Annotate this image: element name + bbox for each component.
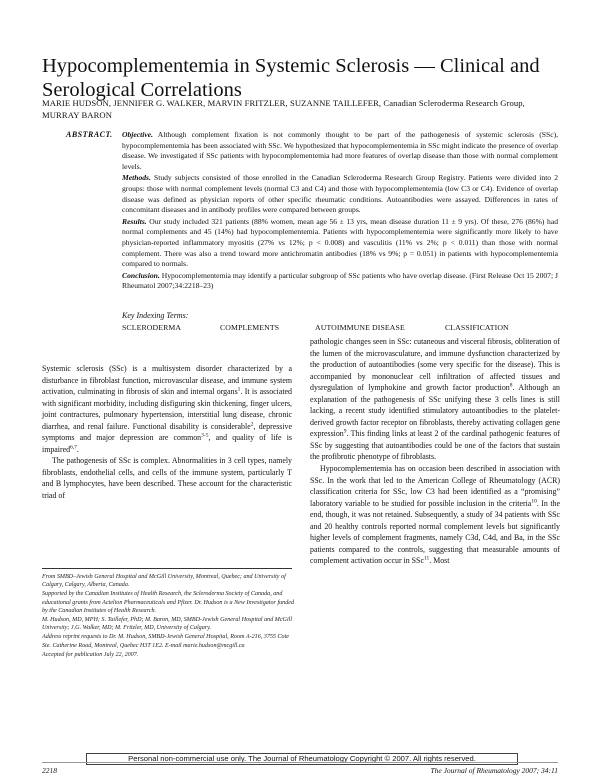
keyword-term: AUTOIMMUNE DISEASE (315, 323, 405, 332)
abstract-body (122, 130, 558, 293)
footnote-accepted: Accepted for publication July 22, 2007. (42, 651, 139, 658)
footnotes (42, 573, 297, 660)
keyword-term: COMPLEMENTS (220, 323, 280, 332)
body-column-left (42, 363, 292, 502)
journal-citation: The Journal of Rheumatology 2007; 34:11 (430, 766, 558, 775)
abstract-conclusion: Conclusion. Hypocomplementemia may identify a particular subgroup of SSc patients who have overlap disease. (First Release Oct 15 2007; J Rheumatol 2007;34:2218–23) (122, 270, 558, 291)
copyright-notice: Personal non-commercial use only. The Journal of Rheumatology Copyright © 2007. All rights reserved. (86, 753, 518, 765)
footnote-reprints: Address reprint requests to Dr. M. Hudson, SMBD-Jewish General Hospital, Room A-216, 3755 Cote Ste. Catherine Road, Montreal, Quebec H3T 1E2. E-mail marie.hudson@mcgill.ca (42, 634, 290, 649)
footnote-divider (42, 568, 292, 569)
footer-divider (42, 762, 558, 763)
footnote-affiliation: From SMBD–Jewish General Hospital and McGill University, Montreal, Quebec; and University of Calgary, Calgary, Alberta, Canada. (42, 574, 286, 589)
author-list: MARIE HUDSON, JENNIFER G. WALKER, MARVIN FRITZLER, SUZANNE TAILLEFER, Canadian Scleroderma Research Group, MURRAY BARON (42, 98, 525, 120)
abstract-results: Results. Our study included 321 patients (88% women, mean age 56 ± 13 yrs, mean disease duration 11 ± 9 yrs). Of these, 276 (86%) had normal complements and 45 (14%) had hypocomplementemia. Patients with hypocomplementemia were significantly more likely to have physician-reported inflammatory myositis (27% vs 12%; p < 0.008) and vasculitis (11% vs 2%; p < 0.011) than those with normal complement. There was also a trend toward more antichromatin antibodies (18% vs 9%; p = 0.051) in patients with hypocomplementemia compared to normals. (122, 216, 558, 269)
body-column-right (310, 336, 560, 567)
footnote-funding: Supported by the Canadian Institutes of Health Research, the Scleroderma Society of Canada, and educational grants from Actelion Pharmaceuticals and Pfizer. Dr. Hudson is a New Investigator funded by the Canadian Institutes of Health Research. (42, 591, 295, 614)
abstract-objective: Objective. Although complement fixation is not commonly thought to be part of the pathogenesis of systemic sclerosis (SSc), hypocomplementemia has been associated with SSc. We hypothesized that hypocomplementemia in SSc might indicate the presence of overlap disease. We investigated if SSc patients with hypocomplementemia had more features of overlap disease than those with normal complement levels. (122, 130, 558, 171)
article-title: Hypocomplementemia in Systemic Sclerosis — Clinical and Serological Correlations (42, 54, 540, 101)
keywords-label: Key Indexing Terms: (122, 311, 189, 320)
page-number: 2218 (42, 766, 57, 775)
body-paragraph: Hypocomplementemia has on occasion been described in association with SSc. In the work that led to the American College of Rheumatology (ACR) classification criteria for SSc, low C3 had been identified as a “promising” laboratory variable to be studied for possible inclusion in the criteria$^{10}$. In the end, though, it was not retained. Subsequently, a study of 34 patients with SSc and 20 healthy controls reported normal complement levels but significantly higher levels of complement fragments, namely C3d, C4d, and Ba, in the SSc patients compared to the controls, suggesting that measurable amounts of complement activation occur in SSc$^{11}$. Most (310, 464, 560, 566)
footnote-authors: M. Hudson, MD, MPH; S. Taillefer, PhD; M. Baron, MD, SMBD-Jewish General Hospital and McGill University; J.G. Walker, MD; M. Fritzler, MD, University of Calgary. (42, 617, 293, 632)
abstract-methods: Methods. Study subjects consisted of those enrolled in the Canadian Scleroderma Research Group Registry. Patients were divided into 2 groups: those with normal complement levels (normal C3 and C4) and those with hypocomplementemia (low C3 or C4). Evidence of overlap disease was defined as physician reports of other specific rheumatic conditions. Autoantibodies were assayed. Differences in rates of concomitant diseases and in antibody profiles were compared between groups. (122, 173, 558, 215)
body-paragraph: The pathogenesis of SSc is complex. Abnormalities in 3 cell types, namely fibroblasts, endothelial cells, and cells of the immune system, particularly T and B lymphocytes, have been described. These account for the characteristic triad of (42, 456, 292, 501)
keyword-term: SCLERODERMA (122, 323, 182, 332)
body-paragraph: Systemic sclerosis (SSc) is a multisystem disorder characterized by a disturbance in fibroblast function, microvascular disease, and immune system activation, culminating in fibrosis of skin and internal organs$^1$. It is associated with significant morbidity, including disfiguring skin thickening, finger ulcers, joint contractures, pulmonary hypertension, interstitial lung disease, chronic diarrhea, and renal failure. Functional disability is considerable$^2$, depressive symptoms and major depression are common$^{3-5}$, and quality of life is impaired$^{6,7}$. (42, 364, 293, 454)
abstract-label: ABSTRACT. (66, 130, 113, 139)
keyword-term: CLASSIFICATION (445, 323, 509, 332)
body-paragraph: pathologic changes seen in SSc: cutaneous and visceral fibrosis, obliteration of the lumen of the microvasculature, and immune dysfunction characterized by the production of autoantibodies (some very specific for the disease). This is accompanied by mononuclear cell infiltration of affected tissues and dysregulation of lymphokine and growth factor production$^8$. Although an explanation of the pathogenesis of SSc unifying these 3 cells lines is still lacking, a recent study identified stimulatory autoantibodies to the platelet-derived growth factor receptor on fibroblasts, thereby activating collagen gene expression$^9$. This finding links at least 2 of the cardinal pathogenic features of SSc by suggesting that autoantibodies could be one of the factors that sustain the profibrotic phenotype of fibroblasts. (310, 337, 561, 462)
